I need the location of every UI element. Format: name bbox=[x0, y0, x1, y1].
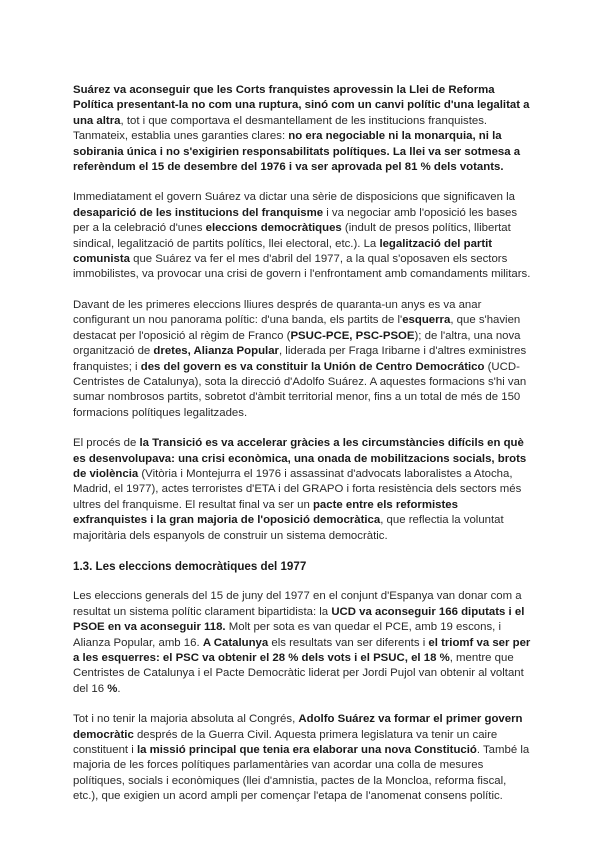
text-run: Les eleccions generals del 15 de juny del 1977 en el conjunt d'Espanya van donar com a resultat un sistema polític clarament bipartidista: la bbox=[73, 590, 522, 618]
text-run: , mentre que Centristes de Catalunya i el Pacte Democràtic liderat per Jordi Pujol van obtenir al voltant del 16 bbox=[73, 652, 524, 695]
paragraph-resultats-eleccions bbox=[73, 589, 534, 697]
bold-run: la Transició es va accelerar gràcies a les circumstàncies difícils en què es desenvolupava: una crisi econòmica, una onada de mobilitzacions socials, brots de violència bbox=[73, 437, 527, 480]
bold-run: legalització del partit comunista bbox=[73, 237, 493, 266]
text-run: i va negociar amb l'oposició les bases per a la celebració d'unes bbox=[73, 206, 518, 235]
text-run: Molt per sota es van quedar el PCE, amb 19 escons, i Alianza Popular, amb 16. bbox=[73, 621, 502, 649]
text-run: (Vitòria i Montejurra el 1976 i assassinat d'advocats laboralistes a Atocha, Madrid, el 1977), actes terroristes d'ETA i del GRAPO i forta resistència dels sectors més ultres del franquisme. El resultat final va ser un bbox=[73, 467, 522, 511]
bold-run: % bbox=[107, 682, 118, 695]
text-run: que Suárez va fer el mes d'abril del 1977, a la qual s'oposaven els sectors immobilistes, va provocar una crisi de govern i l'enfrontament amb comandaments militars. bbox=[73, 253, 531, 281]
paragraph-primer-govern bbox=[73, 712, 534, 804]
bold-run: la missió principal que tenia era elaborar una nova Constitució bbox=[136, 744, 477, 757]
bold-run: des del govern es va constituir la Unión de Centro Democrático bbox=[140, 360, 485, 373]
paragraph-disposicions bbox=[73, 190, 534, 282]
text-run: , que s'havien destacat per l'oposició al règim de Franco ( bbox=[73, 314, 521, 342]
text-run: , que reflectia la voluntat majoritària dels espanyols de construir un sistema democràtic. bbox=[73, 514, 504, 542]
bold-run: eleccions democràtiques bbox=[205, 222, 342, 235]
text-run: Tot i no tenir la majoria absoluta al Congrés, bbox=[73, 713, 299, 726]
bold-run: dretes, Alianza Popular bbox=[153, 345, 279, 358]
bold-run: Adolfo Suárez va formar el primer govern democràtic bbox=[73, 713, 523, 741]
bold-run: PSUC-PCE, PSC-PSOE bbox=[290, 329, 415, 342]
bold-run: Suárez va aconseguir que les Corts franquistes aprovessin la Llei de Reforma Política presentant-la no com una ruptura, sinó com un canvi polític d'una legalitat a una altra bbox=[73, 84, 530, 127]
bold-run: no era negociable ni la monarquia, ni la sobirania única i no s'exigirien responsabilitats polítiques. La llei va ser sotmesa a referèndum el 15 de desembre del 1976 i va ser aprovada pel 81 % dels votants. bbox=[73, 130, 521, 174]
bold-run: el triomf va ser per a les esquerres: el PSC va obtenir el 28 % dels vots i el PSUC, el 18 % bbox=[73, 636, 531, 664]
section-heading: 1.3. Les eleccions democràtiques del 1977 bbox=[73, 559, 307, 573]
bold-run: esquerra bbox=[402, 314, 451, 327]
paragraph-panorama-politic bbox=[73, 298, 534, 421]
text-run: . bbox=[117, 682, 121, 695]
bold-run: pacte entre els reformistes exfranquistes i la gran majoria de l'oposició democràtica bbox=[73, 498, 458, 527]
text-run: . També la majoria de les forces polítiques parlamentàries van acordar una colla de mesures polítiques, socials i econòmiques (llei d'amnistia, pactes de la Moncloa, reforma fiscal, etc.), que exigien un acord ampli per començar l'etapa de l'anomenat consens polític. bbox=[73, 744, 530, 803]
paragraph-transicio bbox=[73, 436, 534, 544]
text-run: El procés de bbox=[73, 437, 140, 450]
bold-run: A Catalunya bbox=[202, 636, 269, 649]
bold-run: UCD va aconseguir 166 diputats i el PSOE en va aconseguir 118. bbox=[73, 605, 525, 634]
text-run: els resultats van ser diferents i bbox=[268, 636, 429, 649]
text-run: Davant de les primeres eleccions lliures després de quaranta-un anys es va anar configurant un nou panorama polític: d'una banda, els partits de l' bbox=[73, 298, 482, 327]
text-run: , liderada per Fraga Iribarne i d'altres exministres franquistes; i bbox=[73, 345, 527, 373]
text-run: Immediatament el govern Suárez va dictar una sèrie de disposicions que significaven la bbox=[73, 191, 515, 204]
text-run: , tot i que comportava el desmantellament de les institucions franquistes. Tanmateix, establia unes garanties clares: bbox=[73, 114, 488, 143]
bold-run: desaparició de les institucions del franquisme bbox=[73, 206, 324, 219]
text-run: després de la Guerra Civil. Aquesta primera legislatura va tenir un caire constituent i bbox=[73, 728, 498, 757]
text-run: ); de l'altra, una nova organització de bbox=[73, 329, 521, 358]
paragraph-reforma-politica bbox=[73, 83, 534, 175]
text-run: (UCD-Centristes de Catalunya), sota la direcció d'Adolfo Suárez. A aquestes formacions s'hi van sumar nombrosos partits, sobretot d'àmbit territorial menor, fins a un total de més de 150 formacions polítiques legalitzades. bbox=[73, 360, 527, 419]
text-run: (indult de presos polítics, llibertat sindical, legalització de partits polítics, llei electoral, etc.). La bbox=[73, 222, 511, 250]
